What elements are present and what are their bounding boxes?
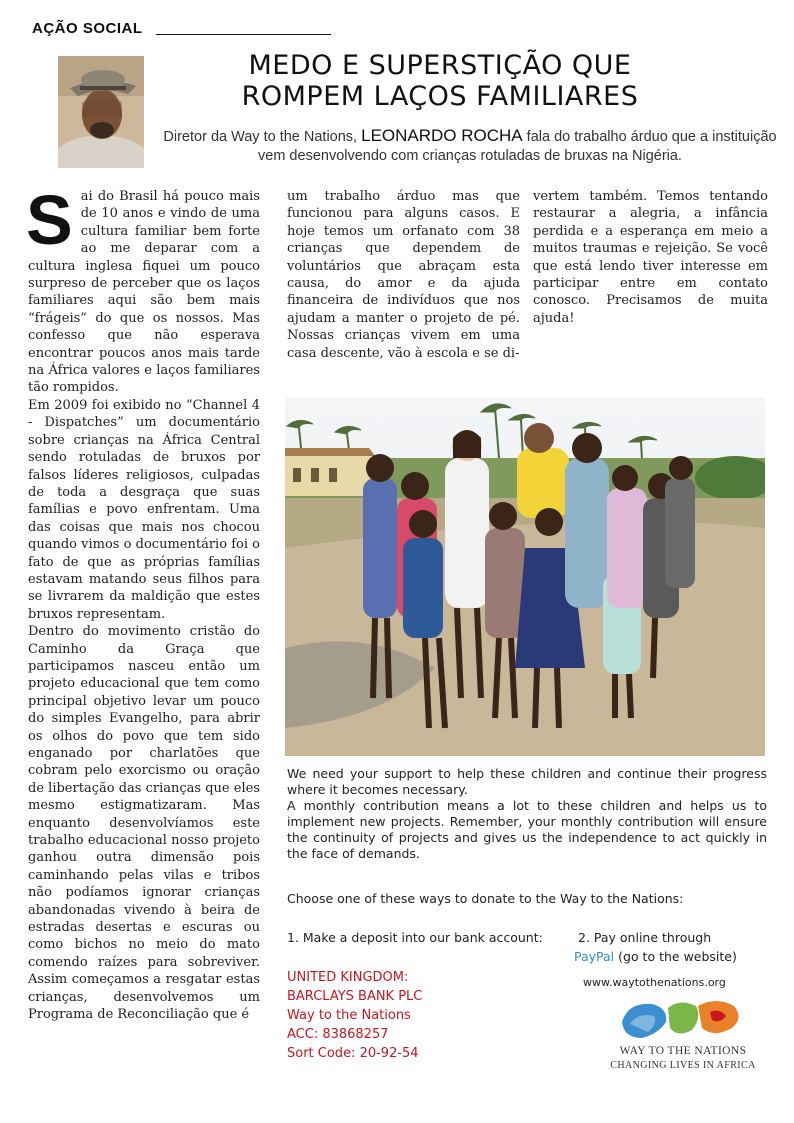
lead-rest: fala do trabalho árduo que a instituição vem desenvolvendo com crianças rotuladas de bruxas na Nigéria. <box>258 129 777 164</box>
way-to-the-nations-logo <box>608 994 758 1070</box>
lead-intro: Diretor da Way to the Nations, <box>163 129 362 145</box>
logo-tagline: CHANGING LIVES IN AFRICA <box>610 1060 756 1070</box>
article-paragraph: Em 2009 foi exibido no “Channel 4 - Dispatches” um documentário sobre crianças na África Central sendo rotuladas de bruxos por falsos líderes religiosos, culpadas de toda a desgraça que suas famílias e povo enfrentam. Uma das coisas que mais nos chocou quando vimos o documentário foi o fato de que as próprias famílias estavam matando seus filhos para se livrarem da maldição que estes bruxos representam. <box>28 397 260 622</box>
donation-option-bank: 1. Make a deposit into our bank account: <box>287 930 543 945</box>
article-column-3 <box>533 188 768 327</box>
bank-sort-code: Sort Code: 20-92-54 <box>287 1046 419 1061</box>
article-title <box>170 50 710 112</box>
paypal-line <box>574 949 737 965</box>
bank-account-number: ACC: 83868257 <box>287 1027 389 1042</box>
children-group-photo <box>285 398 765 756</box>
lead-author-name: LEONARDO ROCHA <box>361 126 523 145</box>
website-link[interactable]: www.waytothenations.org <box>583 976 726 989</box>
article-lead <box>160 126 780 166</box>
donation-option-online: 2. Pay online through <box>578 930 712 945</box>
drop-cap: S <box>26 181 73 259</box>
paragraph-text: ai do Brasil há pouco mais de 10 anos e vindo de uma cultura familiar bem forte ao me deparar com a cultura inglesa fiquei um pouco surpreso de perceber que os laços familiares aqui são bem mais “frágeis” do que os nossos. Mas confesso que não esperava encontrar poucos anos mais tarde na África valores e laços familiares tão rompidos. <box>28 189 260 396</box>
article-paragraph: um trabalho árduo mas que funcionou para alguns casos. E hoje temos um orfanato com 38 crianças que dependem de voluntários que abraçam esta causa, do amor e da ajuda financeira de indivíduos que nos ajudam a manter o projeto de pé. Nossas crianças vivem em uma casa descente, vão à escola e se di- <box>287 189 520 361</box>
bank-country: UNITED KINGDOM: <box>287 970 409 985</box>
group-photo-illustration <box>285 398 765 756</box>
paypal-note: (go to the website) <box>614 949 737 964</box>
logo-name: WAY TO THE NATIONS <box>619 1045 747 1057</box>
author-portrait <box>58 56 144 168</box>
donation-paragraph: We need your support to help these children and continue their progress where it becomes necessary. <box>287 766 767 797</box>
donation-choose-text: Choose one of these ways to donate to the Way to the Nations: <box>287 891 684 906</box>
article-paragraph: vertem também. Temos tentando restaurar a alegria, a infância perdida e a esperança em meio a muitos traumas e rejeição. Se você que está lendo tiver interesse em participar entre em contato conosco. Precisamos de muita ajuda! <box>533 189 768 326</box>
title-line-2: ROMPEM LAÇOS FAMILIARES <box>241 81 639 112</box>
portrait-illustration <box>58 56 144 168</box>
logo-mark-icon <box>608 994 758 1070</box>
bank-name: BARCLAYS BANK PLC <box>287 989 423 1004</box>
section-label: AÇÃO SOCIAL <box>32 20 143 37</box>
article-paragraph <box>26 181 260 397</box>
bank-account-name: Way to the Nations <box>287 1008 411 1023</box>
article-column-1 <box>26 181 260 1024</box>
title-line-1: MEDO E SUPERSTIÇÃO QUE <box>248 50 632 81</box>
paypal-link[interactable]: PayPal <box>574 949 615 964</box>
donation-paragraph: A monthly contribution means a lot to these children and helps us to implement new projects. Remember, your monthly contribution will ensure the continuity of projects and gives us the independence to act quickly in the face of demands. <box>287 798 767 861</box>
section-rule <box>156 34 331 35</box>
article-paragraph: Dentro do movimento cristão do Caminho da Graça que participamos nasceu então um projeto educacional que tem como principal objetivo levar um pouco do simples Evangelho, para abrir os olhos do povo que tem sido enganado por charlatões que cobram pelo exorcismo ou oração de libertação das crianças que eles mesmo estigmatizaram. Mas enquanto desenvolvíamos este trabalho educacional nosso projeto ganhou outra dimensão pois caminhando pelas vilas e tribos não podíamos ignorar crianças abandonadas vivendo à beira de estradas desertas e escuras ou como bichos no meio do mato comendo raízes para sobreviver. Assim começamos a resgatar estas crianças, desenvolvemos um Programa de Reconciliação que é <box>28 624 260 1023</box>
donation-appeal <box>287 766 767 862</box>
bank-details <box>287 968 422 1063</box>
article-column-2 <box>287 188 520 362</box>
